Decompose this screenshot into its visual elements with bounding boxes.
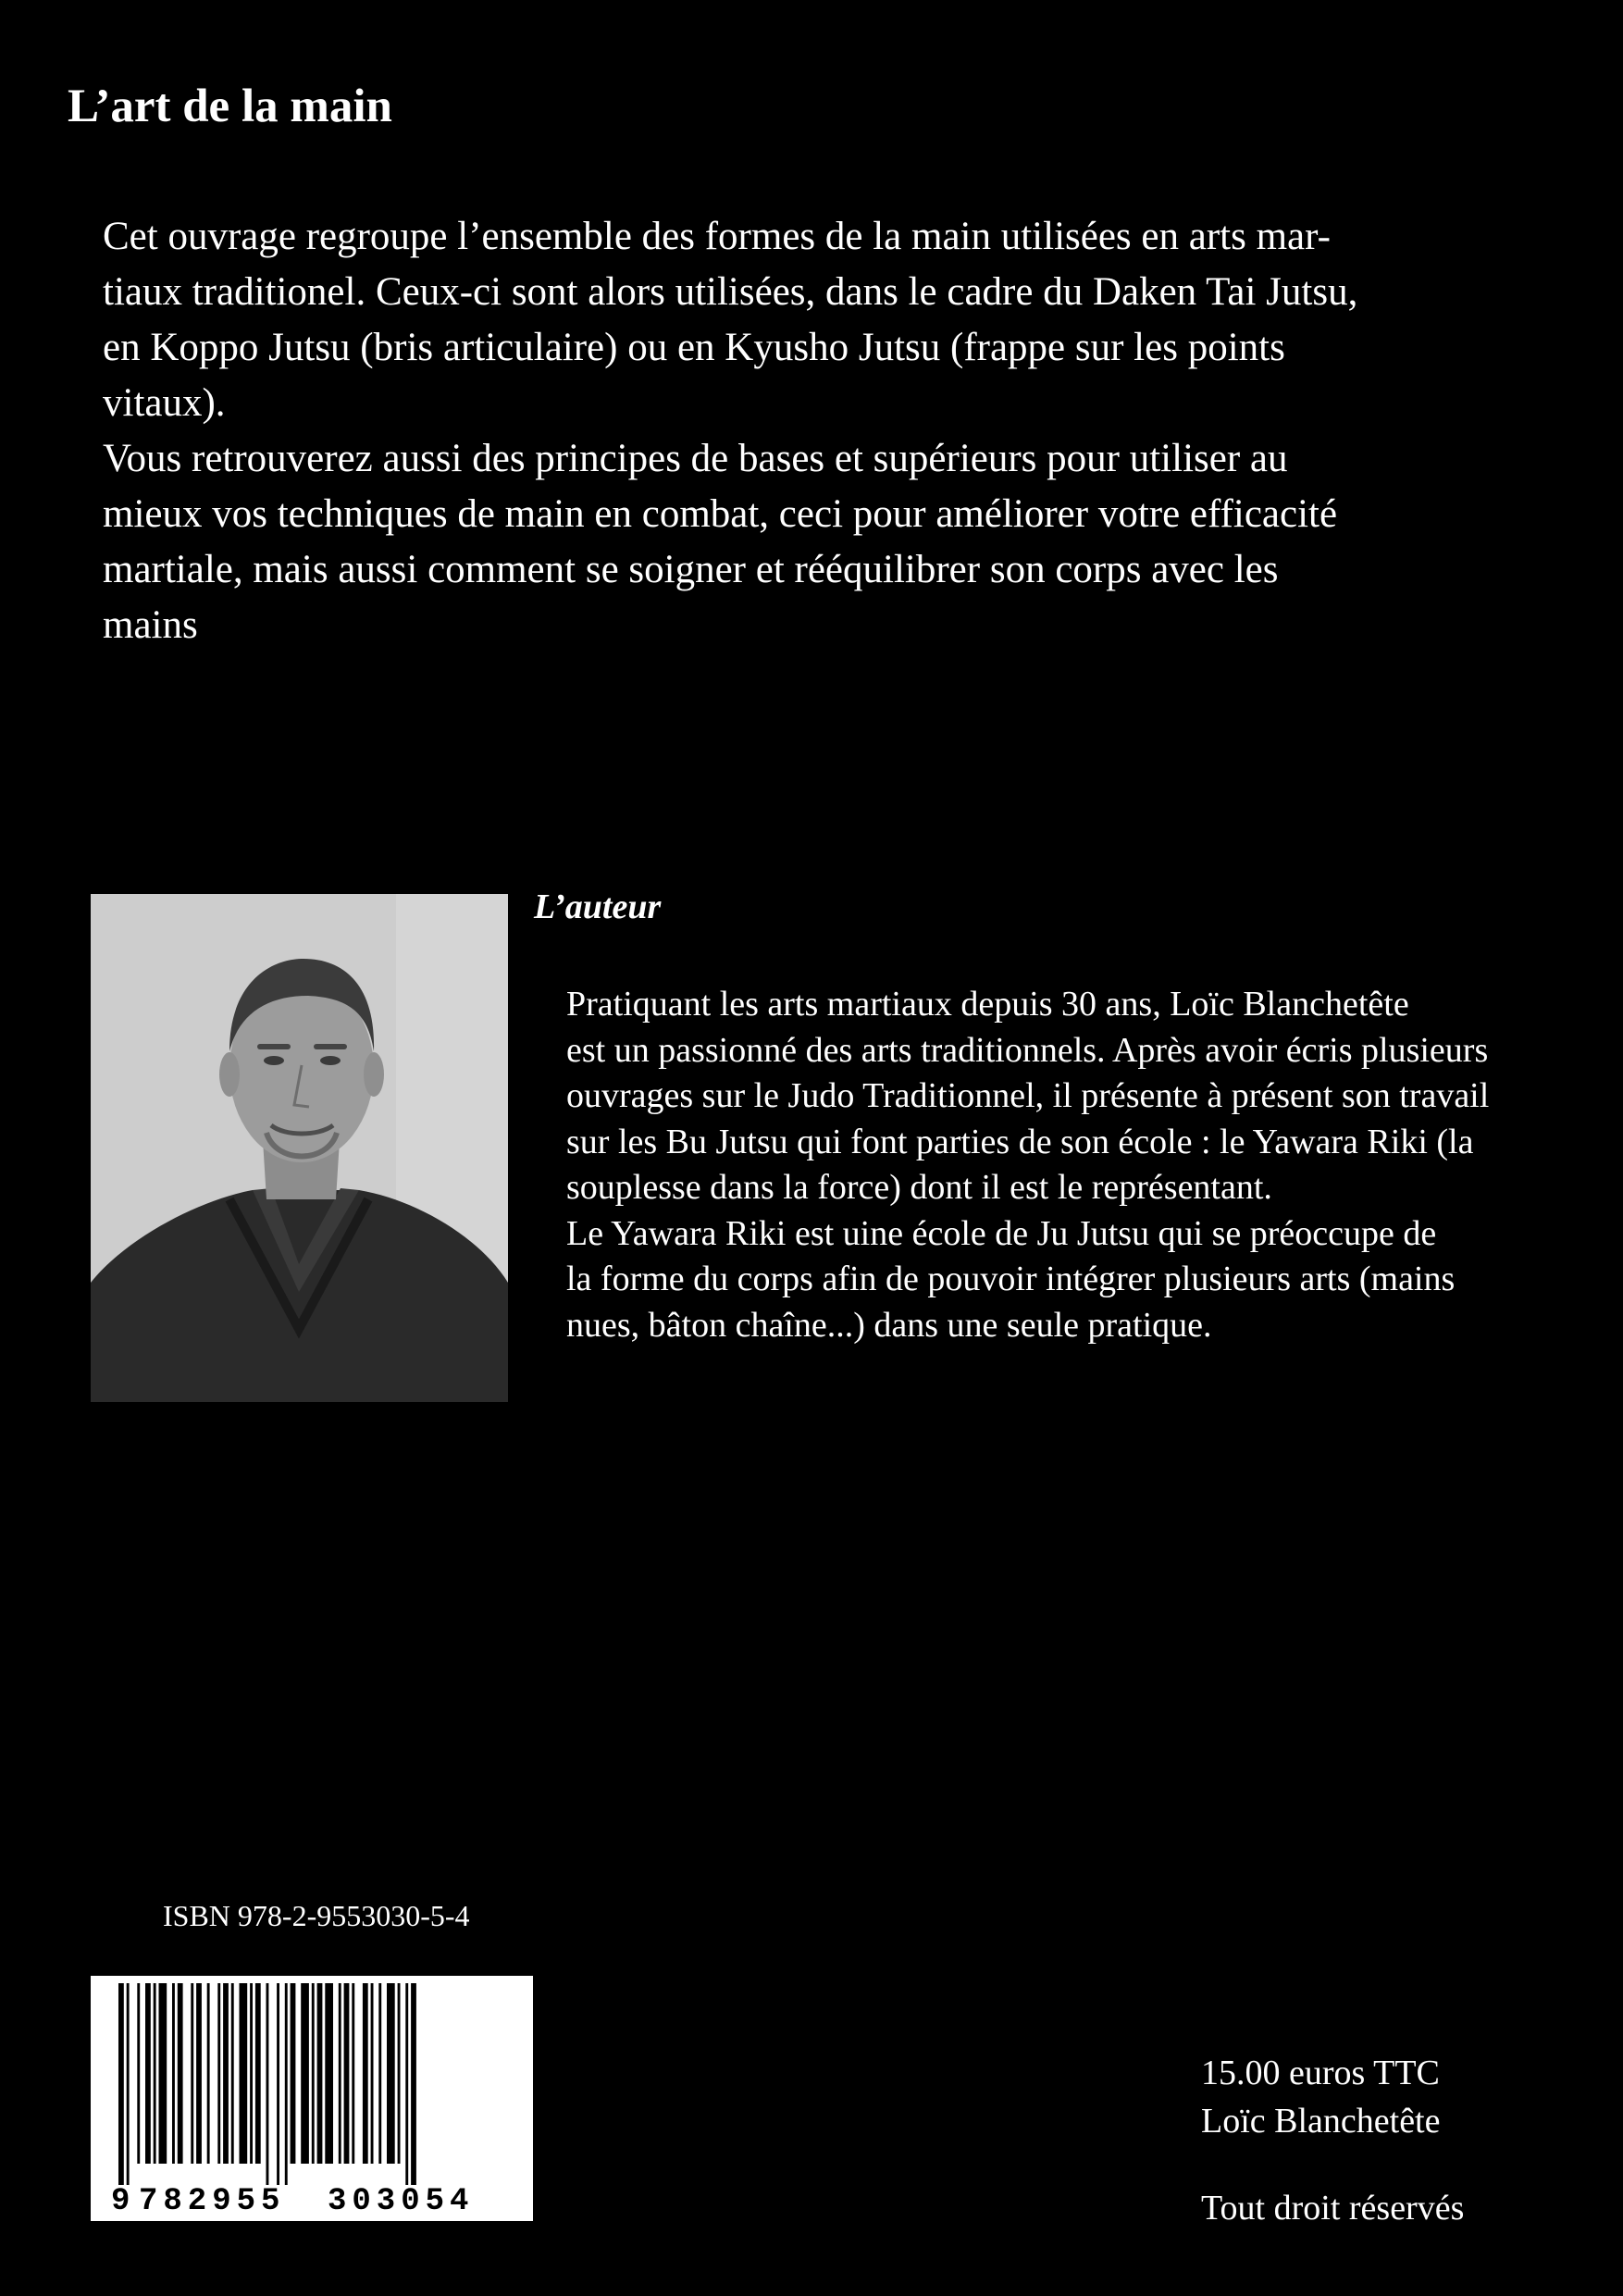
author-paragraph-2	[534, 1211, 1570, 1349]
rights-notice: Tout droit réservés	[1201, 2189, 1465, 2228]
barcode-bar	[118, 1983, 124, 2185]
barcode-bar	[312, 1983, 315, 2164]
author-line: la forme du corps afin de pouvoir intégrer plusieurs arts (mains	[566, 1260, 1456, 1298]
barcode-digit-prefix: 9	[111, 2184, 130, 2219]
book-description	[68, 209, 1548, 653]
author-line: Pratiquant les arts martiaux depuis 30 ans, Loïc Blanchetête	[566, 985, 1409, 1024]
barcode-bar	[217, 1983, 220, 2164]
barcode-bar	[378, 1983, 381, 2164]
author-paragraph-1	[534, 982, 1570, 1211]
barcode-bar	[207, 1983, 210, 2164]
barcode-bar	[145, 1983, 151, 2164]
barcode-image	[91, 1976, 533, 2221]
description-line: mains	[103, 603, 198, 647]
barcode-bar	[405, 1983, 408, 2185]
barcode-bar	[154, 1983, 156, 2164]
barcode-bar	[371, 1983, 374, 2164]
barcode-bar	[191, 1983, 193, 2164]
author-line: Le Yawara Riki est uine école de Ju Jutsu qui se préoccupe de	[566, 1213, 1437, 1253]
barcode-bar	[277, 1983, 279, 2185]
description-line: vitaux).	[103, 381, 226, 425]
isbn-barcode	[91, 1976, 533, 2221]
author-line: sur les Bu Jutsu qui font parties de son école : le Yawara Riki (la	[566, 1122, 1474, 1161]
footer-info	[1201, 2049, 1464, 2232]
description-paragraph-2	[68, 431, 1548, 653]
author-line: ouvrages sur le Judo Traditionnel, il présente à présent son travail	[566, 1076, 1490, 1115]
barcode-bar	[398, 1983, 401, 2164]
barcode-bar	[137, 1983, 140, 2164]
author-line: souplesse dans la force) dont il est le représentant.	[566, 1168, 1272, 1207]
barcode-bar	[339, 1983, 341, 2164]
barcode-bar	[387, 1983, 395, 2164]
barcode-digits-right: 303054	[328, 2184, 475, 2219]
description-line: tiaux traditionel. Ceux-ci sont alors utilisées, dans le cadre du Daken Tai Jutsu,	[103, 270, 1358, 314]
description-line: Vous retrouverez aussi des principes de bases et supérieurs pour utiliser au	[103, 437, 1288, 480]
author-name: Loïc Blanchetête	[1201, 2102, 1441, 2141]
barcode-bar	[196, 1983, 202, 2164]
barcode-bar	[172, 1983, 175, 2164]
barcode-bar	[127, 1983, 130, 2185]
description-paragraph-1	[68, 209, 1548, 431]
author-photo	[91, 894, 508, 1402]
barcode-bar	[411, 1983, 416, 2185]
barcode-bar	[223, 1983, 229, 2164]
barcode-bar	[317, 1983, 323, 2164]
description-line: mieux vos techniques de main en combat, ceci pour améliorer votre efficacité	[103, 492, 1338, 536]
description-line: Cet ouvrage regroupe l’ensemble des formes de la main utilisées en arts mar-	[103, 215, 1331, 258]
barcode-bar	[363, 1983, 368, 2164]
author-heading: L’auteur	[534, 887, 662, 926]
description-line: martiale, mais aussi comment se soigner et rééquilibrer son corps avec les	[103, 548, 1279, 591]
barcode-bar	[285, 1983, 288, 2185]
barcode-bar	[352, 1983, 354, 2164]
price-label: 15.00 euros TTC	[1201, 2054, 1440, 2092]
book-title: L’art de la main	[68, 81, 392, 132]
author-line: est un passionné des arts traditionnels. Après avoir écris plusieurs	[566, 1030, 1489, 1070]
author-line: nues, bâton chaîne...) dans une seule pratique.	[566, 1305, 1212, 1345]
barcode-bar	[266, 1983, 269, 2185]
barcode-bar	[240, 1983, 248, 2164]
barcode-digits-left: 782955	[139, 2184, 286, 2219]
barcode-bar	[250, 1983, 253, 2164]
barcode-bar	[178, 1983, 183, 2164]
barcode-bar	[255, 1983, 261, 2164]
barcode-bar	[344, 1983, 350, 2164]
description-line: en Koppo Jutsu (bris articulaire) ou en Kyusho Jutsu (frappe sur les points	[103, 326, 1285, 369]
isbn-label: ISBN 978-2-9553030-5-4	[163, 1899, 470, 1932]
barcode-bar	[231, 1983, 234, 2164]
author-portrait-illustration	[91, 894, 508, 1402]
author-section	[534, 879, 1570, 1348]
barcode-bar	[325, 1983, 333, 2164]
barcode-bar	[301, 1983, 309, 2164]
barcode-bar	[159, 1983, 167, 2164]
barcode-bar	[291, 1983, 296, 2164]
